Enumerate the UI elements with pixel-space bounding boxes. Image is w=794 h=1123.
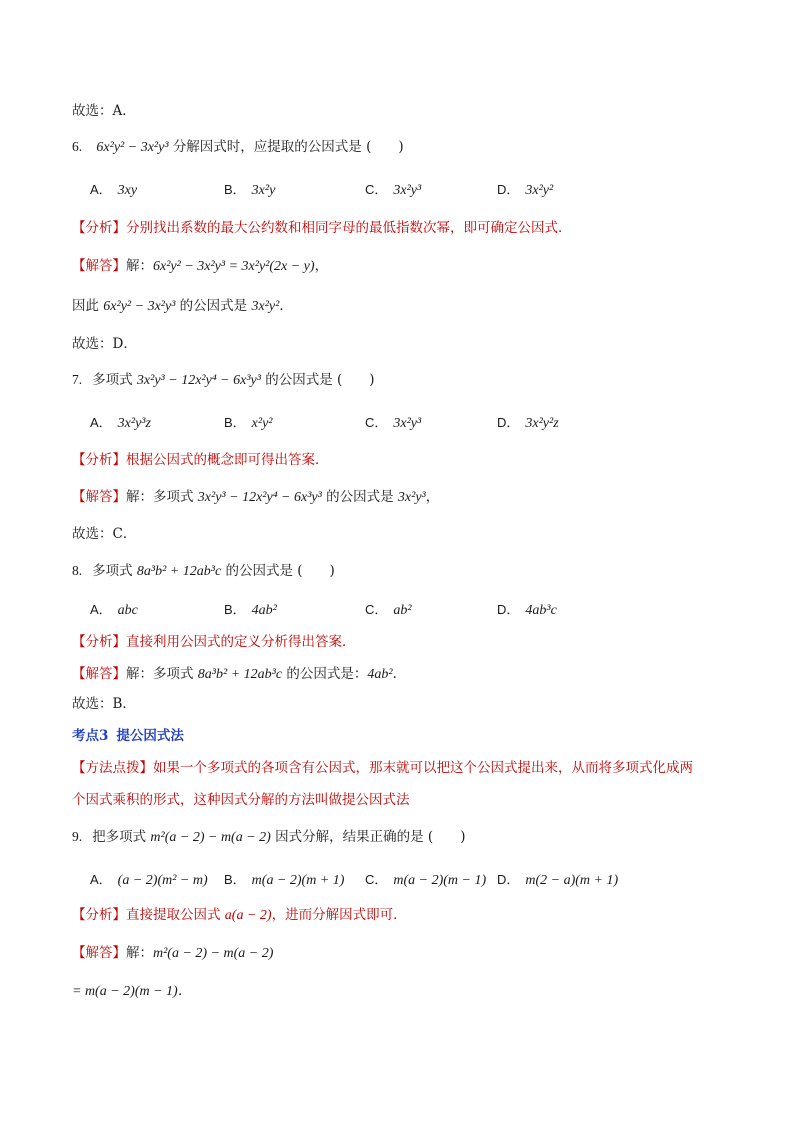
question-6 <box>72 137 404 158</box>
method-tip-line1: 【方法点拨】如果一个多项式的各项含有公因式，那末就可以把这个公因式提出来，从而将多项式化成两 <box>72 760 693 776</box>
answer-choice-q6: 故选：D． <box>72 336 137 352</box>
question-8: 8. 多项式 8a³b² + 12ab³c 的公因式是 ( ) <box>72 563 335 579</box>
option-c: C． m(a − 2)(m − 1) <box>365 872 487 888</box>
conclusion-q6: 因此 6x²y² − 3x²y³ 的公因式是 3x²y²． <box>72 298 293 314</box>
option-c: C． 3x²y³ <box>365 182 422 198</box>
solution-q9-result: = m(a − 2)(m − 1)． <box>72 984 192 999</box>
option-d: D． m(2 − a)(m + 1) <box>497 872 619 888</box>
option-c: C． ab² <box>365 602 412 618</box>
option-a: A． 3x²y³z <box>90 415 151 431</box>
option-d: D． 3x²y²z <box>497 415 559 431</box>
question-text: 分解因式时，应提取的公因式是 ( ) <box>172 139 404 155</box>
option-b: B． 3x²y <box>224 182 276 198</box>
option-a: A． (a − 2)(m² − m) <box>90 872 208 888</box>
option-c: C． 3x²y³ <box>365 415 422 431</box>
option-d: D． 3x²y² <box>497 182 554 198</box>
math-expression: 6x²y² − 3x²y³ <box>96 140 169 155</box>
solution-q6: 【解答】解：6x²y² − 3x²y³ = 3x²y²(2x − y)， <box>72 258 329 274</box>
answer-choice-q5: 故选：A． <box>72 103 136 119</box>
method-tip-line2: 个因式乘积的形式，这种因式分解的方法叫做提公因式法 <box>72 792 410 808</box>
option-d: D． 4ab³c <box>497 602 557 618</box>
analysis-q6: 【分析】分别找出系数的最大公约数和相同字母的最低指数次幂，即可确定公因式． <box>72 220 572 236</box>
option-b: B． m(a − 2)(m + 1) <box>224 872 345 888</box>
solution-q7: 【解答】解：多项式 3x²y³ − 12x²y⁴ − 6x³y³ 的公因式是 3x²y³， <box>72 489 440 505</box>
option-b: B． x²y² <box>224 415 273 431</box>
analysis-q9: 【分析】直接提取公因式 a(a − 2)，进而分解因式即可． <box>72 907 407 923</box>
analysis-q7: 【分析】根据公因式的概念即可得出答案． <box>72 452 329 468</box>
answer-choice-q8: 故选：B． <box>72 696 136 712</box>
option-a: A． 3xy <box>90 182 138 198</box>
option-a: A． abc <box>90 602 138 618</box>
question-9: 9. 把多项式 m²(a − 2) − m(a − 2) 因式分解，结果正确的是 ( ) <box>72 829 466 845</box>
question-7: 7. 多项式 3x²y³ − 12x²y⁴ − 6x³y³ 的公因式是 ( ) <box>72 372 375 388</box>
analysis-q8: 【分析】直接利用公因式的定义分析得出答案． <box>72 634 356 650</box>
section-heading: 考点3 提公因式法 <box>72 728 184 744</box>
solution-q8: 【解答】解：多项式 8a³b² + 12ab³c 的公因式是：4ab²． <box>72 666 407 682</box>
answer-choice-q7: 故选：C． <box>72 526 137 542</box>
solution-q9: 【解答】解：m²(a − 2) − m(a − 2) <box>72 945 274 961</box>
option-b: B． 4ab² <box>224 602 277 618</box>
question-number: 6. <box>72 139 83 154</box>
